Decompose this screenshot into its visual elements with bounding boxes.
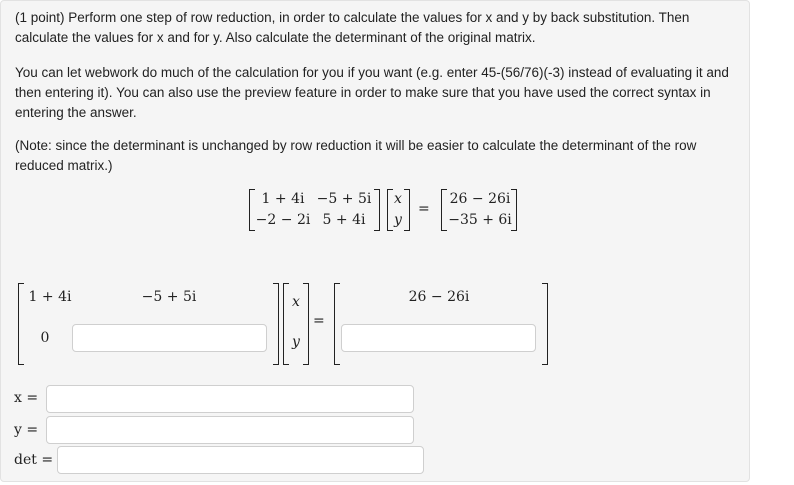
problem-paragraph-1: (1 point) Perform one step of row reduction, in order to calculate the values for x and y by back substitution. Then calculate the values for x and for y. Also calculate the determinant of the original matrix. <box>15 10 690 45</box>
reduced-a22-input[interactable] <box>72 324 267 352</box>
rhs-b2: −35 + 6i <box>448 212 512 228</box>
matrix-a22: 5 + 4i <box>322 212 366 228</box>
reduced-vector-right-bracket <box>303 283 309 365</box>
det-answer-label: det = <box>14 452 54 468</box>
reduced-b1: 26 − 26i <box>408 289 470 305</box>
vector-y: y <box>394 212 402 228</box>
det-answer-input[interactable] <box>57 446 424 474</box>
matrix-right-bracket <box>374 189 380 231</box>
matrix-a12: −5 + 5i <box>316 191 372 207</box>
y-answer-input[interactable] <box>46 416 414 444</box>
system-equals: = <box>418 201 430 217</box>
matrix-a11: 1 + 4i <box>261 191 305 207</box>
x-answer-label: x = <box>14 390 39 406</box>
problem-paragraph-3: (Note: since the determinant is unchanged by row reduction it will be easier to calculate the determinant of the row reduced matrix.) <box>15 138 697 173</box>
x-answer-input[interactable] <box>46 385 414 413</box>
reduced-vector-y: y <box>292 334 300 350</box>
reduced-rhs-right-bracket <box>542 283 548 365</box>
reduced-a11: 1 + 4i <box>28 289 72 305</box>
reduced-matrix-left-bracket <box>18 283 24 365</box>
reduced-vector-x: x <box>292 294 300 310</box>
reduced-a12: −5 + 5i <box>141 289 197 305</box>
reduced-a21: 0 <box>40 330 50 346</box>
matrix-a21: −2 − 2i <box>255 212 311 228</box>
rhs-b1: 26 − 26i <box>449 191 511 207</box>
reduced-equals: = <box>313 313 325 329</box>
reduced-matrix-right-bracket <box>273 283 279 365</box>
reduced-b2-input[interactable] <box>341 324 536 352</box>
problem-paragraph-2: You can let webwork do much of the calculation for you if you want (e.g. enter 45-(56/76)(-3) instead of evaluating it and then entering it). You can also use the preview feature in order to make sure that you have used the correct syntax in entering the answer. <box>15 65 729 120</box>
rhs-right-bracket <box>511 189 517 231</box>
y-answer-label: y = <box>14 422 39 438</box>
reduced-rhs-left-bracket <box>334 283 340 365</box>
vector-right-bracket <box>404 189 410 231</box>
vector-x: x <box>394 191 402 207</box>
